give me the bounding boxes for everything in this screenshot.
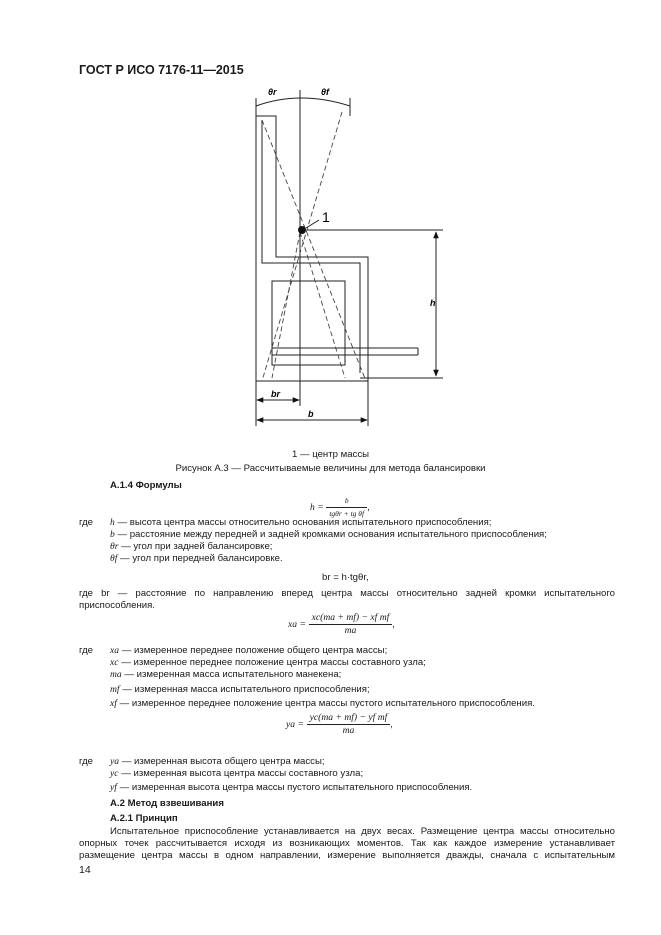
definition-theta-f: θf — угол при передней балансировке. bbox=[110, 553, 283, 564]
page-header: ГОСТ Р ИСО 7176-11—2015 bbox=[79, 63, 244, 77]
label-theta-r: θr bbox=[268, 87, 277, 97]
where-label-1: где bbox=[79, 517, 94, 528]
figure-legend: 1 — центр массы bbox=[291, 449, 370, 460]
rear-balance-line bbox=[262, 120, 366, 381]
formula-ya-fraction bbox=[307, 712, 391, 737]
definition-xf: xf — измеренное переднее положение центра массы пустого испытательного приспособления. bbox=[110, 698, 535, 709]
label-b: b bbox=[308, 409, 314, 419]
formula-h-lhs: h = bbox=[310, 502, 324, 514]
formula-xa: xa = $\frac{\text{xc(ma + mf) − xf mf}}{ma}$ , bbox=[288, 612, 395, 636]
backrest-outline bbox=[256, 116, 368, 381]
where-label-3: где bbox=[79, 756, 94, 767]
formula-h-denominator: tgθr + tg θf bbox=[329, 509, 365, 518]
balance-method-figure bbox=[230, 78, 460, 430]
page-number: 14 bbox=[79, 864, 91, 876]
formula-h-numerator: b bbox=[326, 495, 367, 508]
definition-ma: ma — измеренная масса испытательного манекена; bbox=[110, 669, 342, 680]
where-label-2: где bbox=[79, 645, 94, 656]
cg-line-right bbox=[300, 232, 345, 378]
angle-arc bbox=[256, 98, 350, 106]
definition-xc: xc — измеренное переднее положение центра массы составного узла; bbox=[110, 657, 426, 668]
definition-yf: yf — измеренная высота центра массы пустого испытательного приспособления. bbox=[110, 782, 473, 793]
definition-theta-r: θr — угол при задней балансировке; bbox=[110, 541, 273, 552]
formula-ya: ya = $\frac{\text{yc(ma + mf) − yf mf}}{ma}$ , bbox=[286, 712, 393, 736]
figure-caption: Рисунок А.3 — Рассчитываемые величины для метода балансировки bbox=[175, 463, 486, 474]
section-heading-a2: А.2 Метод взвешивания bbox=[110, 798, 224, 809]
front-balance-line bbox=[262, 112, 342, 381]
label-br: br bbox=[271, 389, 280, 399]
principle-line-3: размещение центра массы в одном направлении, измерение выполняется дважды, сначала с испытательным bbox=[79, 850, 615, 861]
label-theta-f: θf bbox=[321, 87, 330, 97]
br-definition-line-2: приспособления. bbox=[79, 600, 155, 611]
definition-h: h — высота центра массы относительно основания испытательного приспособления; bbox=[110, 517, 492, 528]
definition-xa: xa — измеренное переднее положение общего центра массы; bbox=[110, 645, 388, 656]
definition-yc: yc — измеренная высота центра массы составного узла; bbox=[110, 768, 364, 779]
formula-br: br = h·tgθr, bbox=[322, 572, 369, 583]
formula-xa-denominator: ma bbox=[344, 625, 357, 636]
callout-leader bbox=[306, 220, 319, 228]
callout-number: 1 bbox=[322, 209, 330, 225]
formula-ya-numerator: yc(ma + mf) − yf mf bbox=[307, 712, 391, 725]
definition-ya: ya — измеренная высота общего центра массы; bbox=[110, 756, 325, 767]
formula-xa-numerator: xc(ma + mf) − xf mf bbox=[309, 612, 393, 625]
principle-line-1: Испытательное приспособление устанавливается на двух весах. Размещение центра массы относительно bbox=[110, 826, 615, 837]
formula-xa-fraction bbox=[309, 612, 393, 637]
formula-ya-denominator: ma bbox=[342, 725, 355, 736]
principle-line-2: опорных точек рассчитывается исходя из возникающих моментов. Так как каждое измерение устанавливает bbox=[79, 838, 615, 849]
definition-mf: mf — измеренная масса испытательного приспособления; bbox=[110, 684, 370, 695]
br-definition-line-1: где br — расстояние по направлению вперед центра массы относительно задней кромки испытательного bbox=[79, 588, 615, 599]
center-of-mass-marker bbox=[298, 226, 306, 234]
section-heading-a21: А.2.1 Принцип bbox=[110, 813, 178, 824]
label-h: h bbox=[430, 298, 436, 308]
formula-h-tail: , bbox=[367, 502, 370, 514]
section-heading-a14: А.1.4 Формулы bbox=[110, 480, 182, 491]
definition-b: b — расстояние между передней и задней кромками основания испытательного приспособления; bbox=[110, 529, 547, 540]
